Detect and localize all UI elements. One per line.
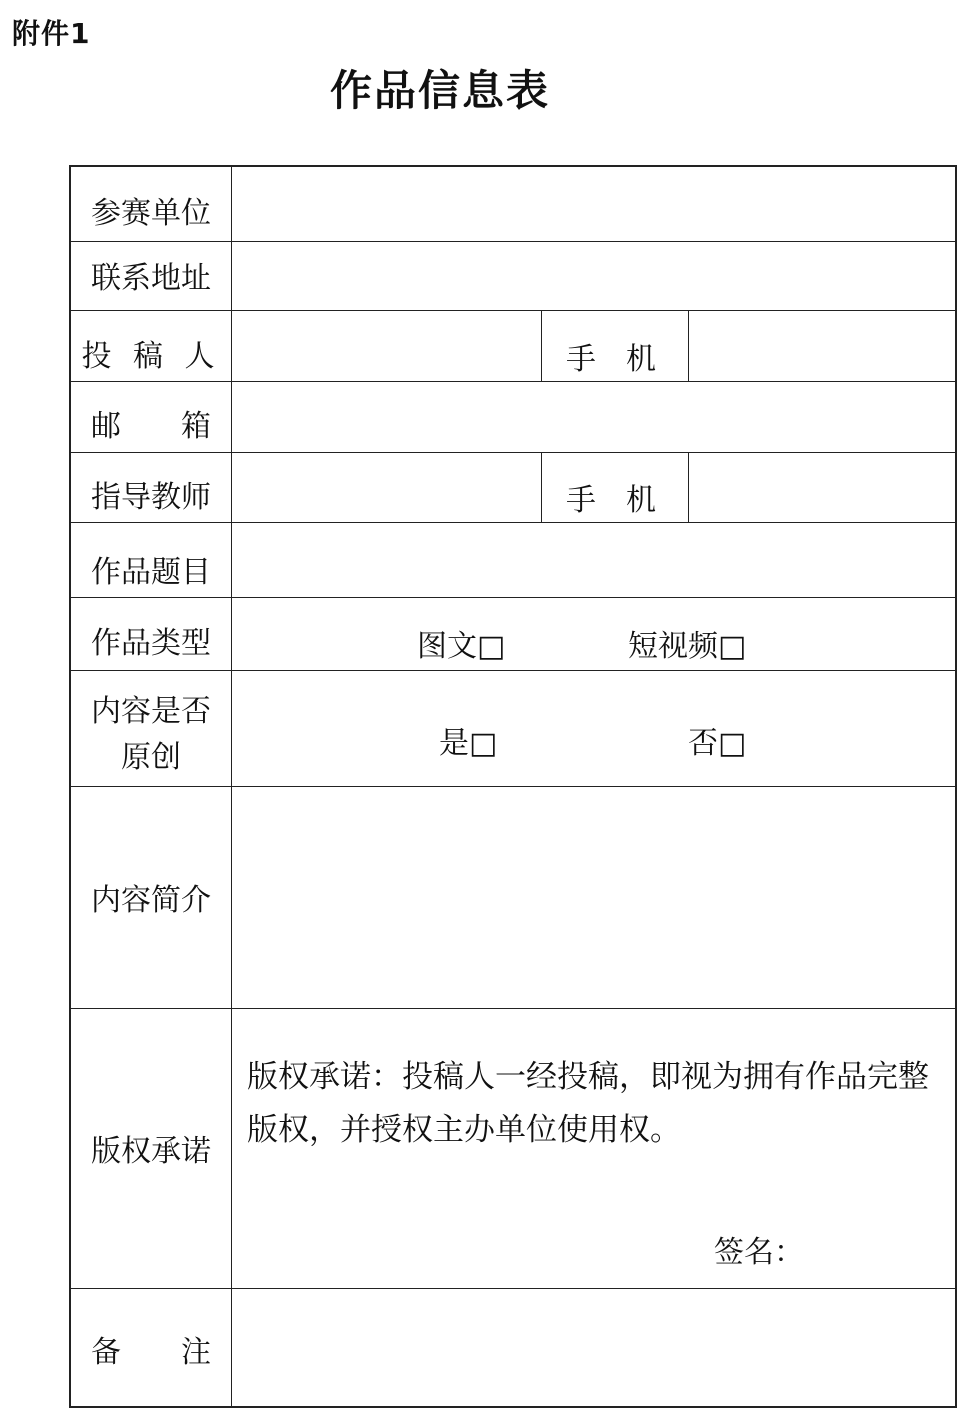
- column-divider: [231, 167, 232, 1406]
- work-title-label: 作品题目: [91, 555, 211, 590]
- work-type-option-graphic[interactable]: 图文□: [417, 629, 506, 664]
- column-divider: [688, 452, 689, 522]
- row-divider: [71, 381, 955, 382]
- row-divider: [71, 310, 955, 311]
- work-type-option-video[interactable]: 短视频□: [628, 629, 747, 664]
- original-no-option[interactable]: 否□: [688, 726, 747, 761]
- column-divider: [688, 310, 689, 381]
- original-yes-option[interactable]: 是□: [439, 726, 498, 761]
- author-label: 投 稿 人: [81, 339, 221, 374]
- column-divider: [541, 310, 542, 381]
- teacher-phone-label: 手 机: [566, 483, 656, 518]
- row-divider: [71, 1008, 955, 1009]
- original-label-line1: 内容是否: [91, 694, 211, 729]
- copyright-label: 版权承诺: [91, 1134, 211, 1169]
- row-divider: [71, 597, 955, 598]
- attachment-label: 附件1: [12, 17, 91, 50]
- row-divider: [71, 1288, 955, 1289]
- address-label: 联系地址: [91, 261, 211, 296]
- email-label: 邮 箱: [91, 409, 211, 444]
- unit-label: 参赛单位: [91, 196, 211, 231]
- remarks-label: 备 注: [91, 1335, 211, 1370]
- teacher-label: 指导教师: [91, 480, 211, 515]
- signature-label: 签名：: [714, 1235, 804, 1270]
- page-title: 作品信息表: [329, 66, 550, 115]
- author-phone-label: 手 机: [566, 342, 656, 377]
- original-label-line2: 原创: [121, 740, 181, 775]
- summary-label: 内容简介: [91, 883, 211, 918]
- info-form-table: [69, 165, 957, 1408]
- row-divider: [71, 452, 955, 453]
- row-divider: [71, 241, 955, 242]
- copyright-statement: 版权承诺：投稿人一经投稿，即视为拥有作品完整版权，并授权主办单位使用权。: [247, 1059, 929, 1148]
- row-divider: [71, 786, 955, 787]
- row-divider: [71, 670, 955, 671]
- work-type-label: 作品类型: [91, 626, 211, 661]
- row-divider: [71, 522, 955, 523]
- column-divider: [541, 452, 542, 522]
